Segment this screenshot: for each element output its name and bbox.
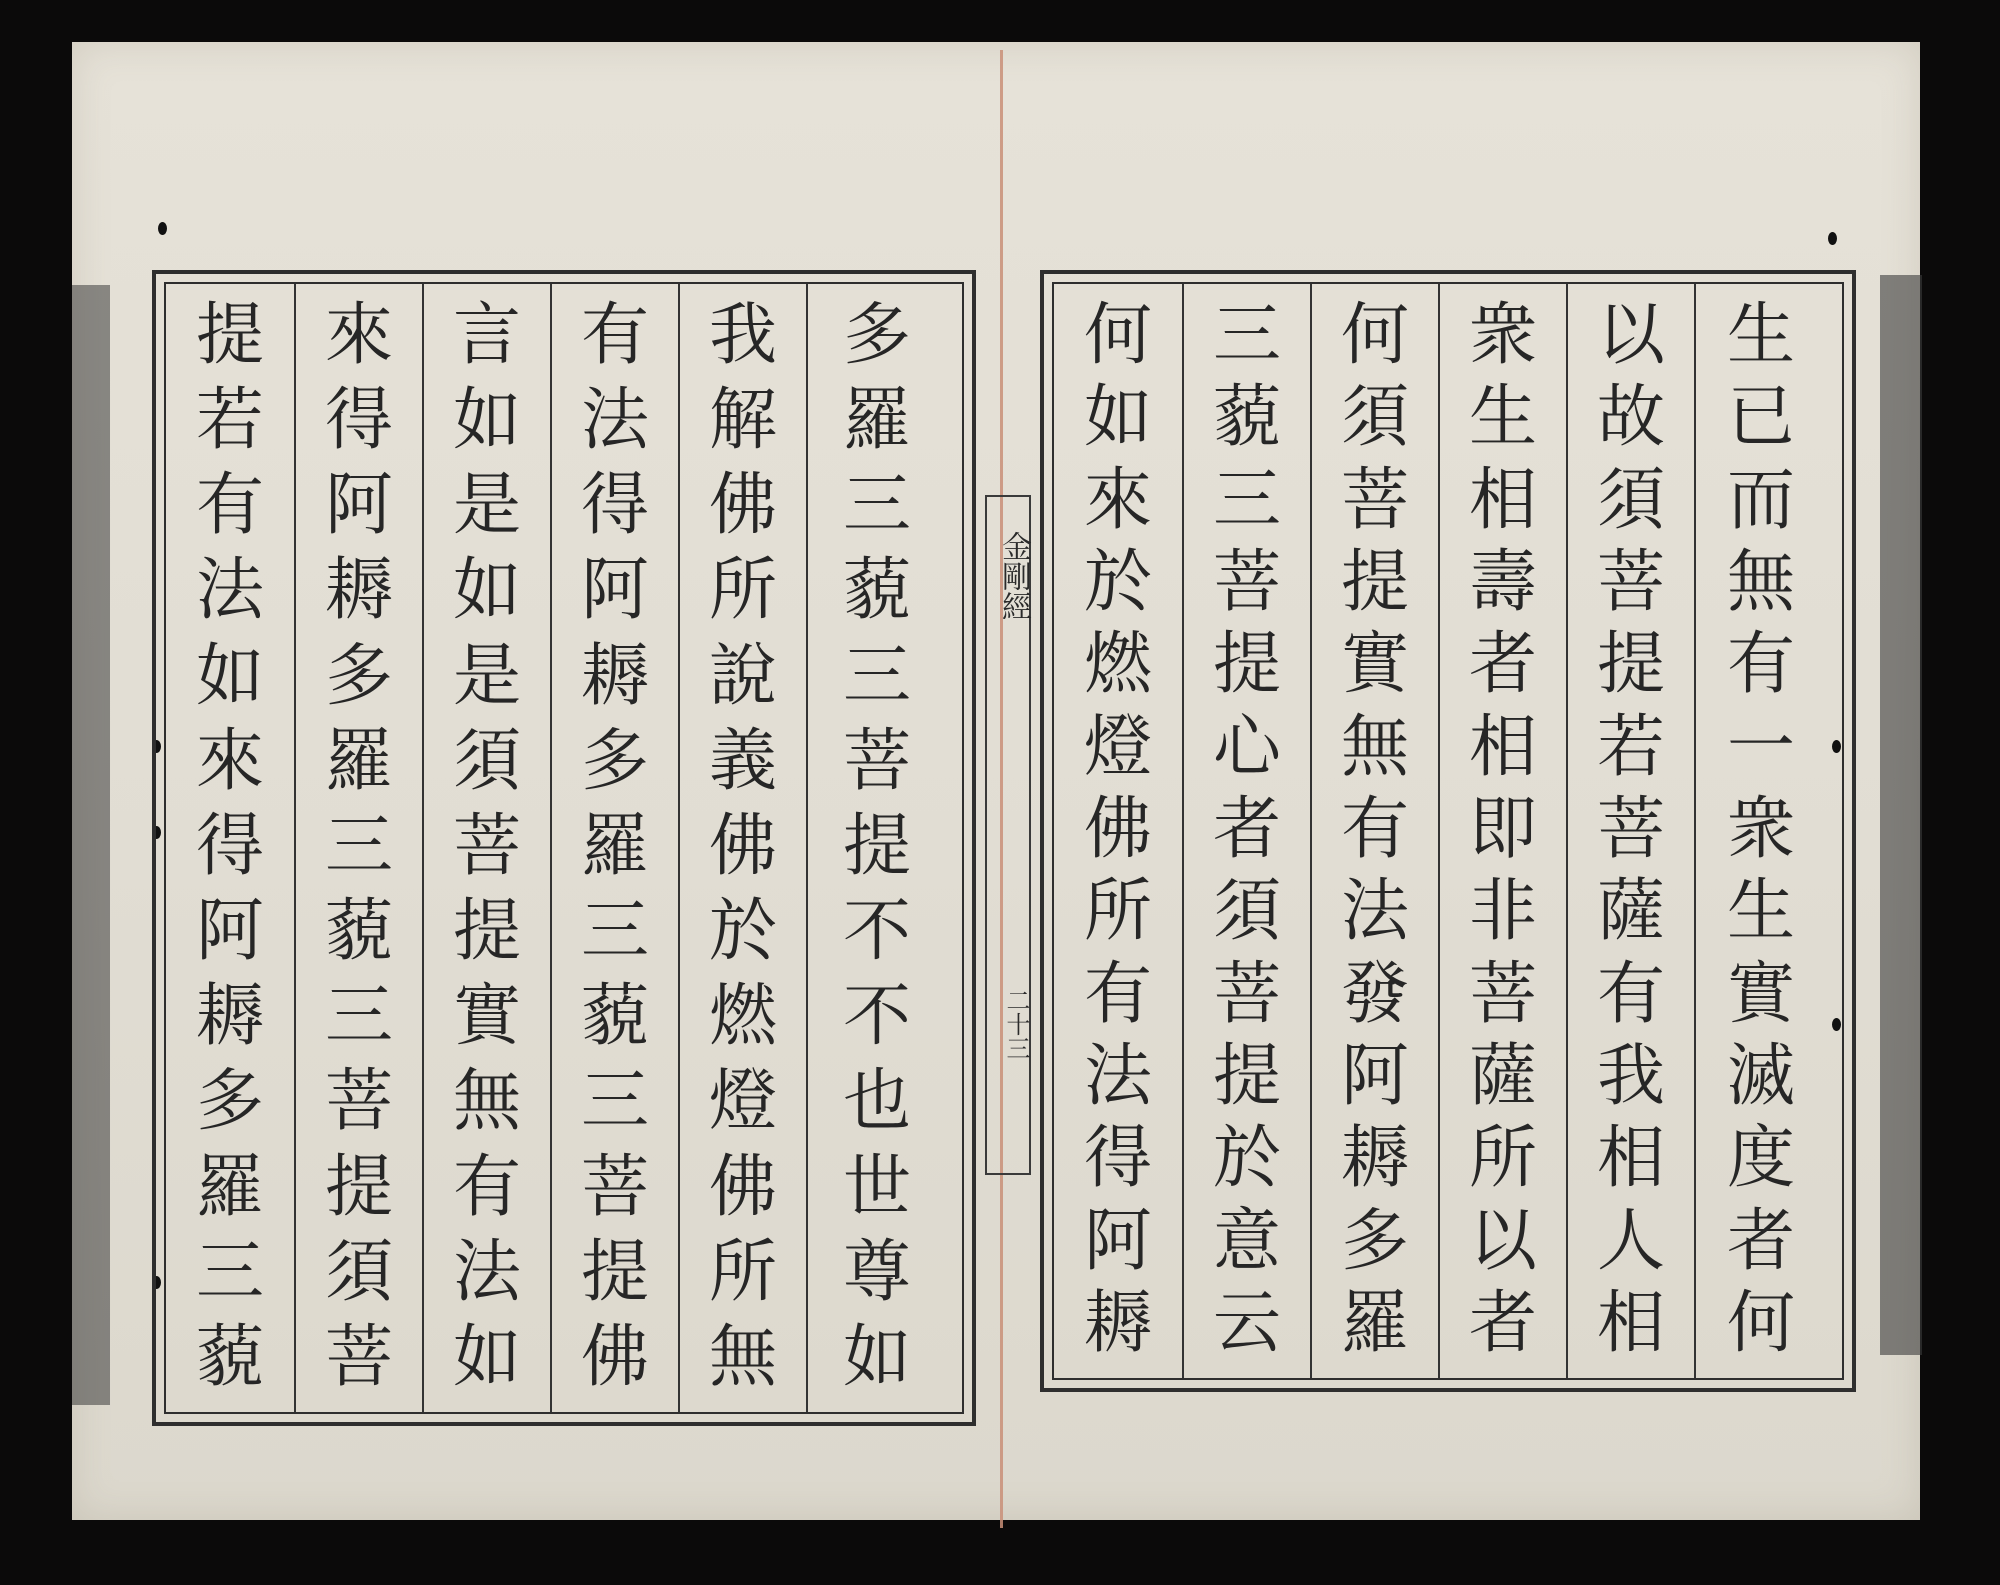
text-character: 三 [324, 806, 393, 886]
text-character: 尊 [842, 1232, 911, 1312]
text-character: 得 [195, 806, 264, 886]
text-character: 已 [1726, 378, 1795, 458]
text-character: 佛 [708, 466, 777, 546]
text-column [294, 284, 422, 1412]
binding-hole [1828, 232, 1837, 245]
text-character: 燈 [708, 1062, 777, 1142]
text-character: 藐 [324, 892, 393, 972]
text-character: 如 [452, 1317, 521, 1397]
text-character: 多 [195, 1062, 264, 1142]
page-number: 二十三 [1002, 988, 1030, 1060]
text-character: 意 [1212, 1201, 1281, 1281]
text-character: 如 [452, 381, 521, 461]
text-character: 三 [842, 636, 911, 716]
text-character: 如 [1083, 378, 1152, 458]
text-character: 阿 [580, 551, 649, 631]
text-character: 無 [1340, 707, 1409, 787]
text-character: 多 [1340, 1201, 1409, 1281]
text-character: 得 [1083, 1119, 1152, 1199]
text-character: 衆 [1468, 296, 1537, 375]
text-character: 燈 [1083, 707, 1152, 787]
text-character: 不 [842, 892, 911, 972]
text-character: 以 [1596, 296, 1665, 375]
text-character: 羅 [195, 1147, 264, 1227]
text-character: 相 [1468, 707, 1537, 787]
text-character: 耨 [1083, 1283, 1152, 1363]
text-column [1438, 284, 1566, 1378]
text-character: 生 [1726, 296, 1795, 375]
text-column [1694, 284, 1826, 1378]
text-character: 菩 [1340, 460, 1409, 540]
text-character: 三 [580, 892, 649, 972]
text-character: 若 [195, 381, 264, 461]
text-character: 實 [1726, 954, 1795, 1034]
text-character: 耨 [324, 551, 393, 631]
text-character: 於 [708, 892, 777, 972]
text-column [1310, 284, 1438, 1378]
text-character: 多 [580, 721, 649, 801]
text-character: 世 [842, 1147, 911, 1227]
text-character: 一 [1726, 707, 1795, 787]
text-character: 是 [452, 636, 521, 716]
text-character: 法 [195, 551, 264, 631]
text-character: 佛 [708, 1147, 777, 1227]
text-character: 者 [1212, 789, 1281, 869]
text-character: 三 [324, 977, 393, 1057]
text-character: 而 [1726, 460, 1795, 540]
text-character: 何 [1726, 1283, 1795, 1363]
text-character: 法 [580, 381, 649, 461]
text-character: 提 [452, 892, 521, 972]
text-character: 羅 [324, 721, 393, 801]
text-character: 藐 [842, 551, 911, 631]
text-character: 何 [1083, 296, 1152, 375]
text-character: 滅 [1726, 1036, 1795, 1116]
text-character: 壽 [1468, 542, 1537, 622]
text-character: 薩 [1596, 872, 1665, 952]
text-character: 非 [1468, 872, 1537, 952]
text-character: 提 [842, 806, 911, 886]
text-character: 者 [1468, 625, 1537, 705]
text-character: 說 [708, 636, 777, 716]
text-character: 者 [1726, 1201, 1795, 1281]
text-character: 阿 [195, 892, 264, 972]
text-character: 佛 [580, 1317, 649, 1397]
text-character: 菩 [1212, 542, 1281, 622]
text-character: 如 [195, 636, 264, 716]
text-character: 藐 [580, 977, 649, 1057]
text-character: 得 [580, 466, 649, 546]
text-character: 所 [1083, 872, 1152, 952]
text-character: 羅 [580, 806, 649, 886]
text-column [422, 284, 550, 1412]
text-character: 無 [1726, 542, 1795, 622]
fold-title-box [985, 495, 1031, 1175]
text-character: 提 [1340, 542, 1409, 622]
text-character: 所 [708, 1232, 777, 1312]
text-character: 三 [1212, 296, 1281, 375]
text-character: 耨 [1340, 1119, 1409, 1199]
sutra-title: 金剛經 [996, 531, 1031, 621]
text-character: 有 [1596, 954, 1665, 1034]
text-character: 三 [195, 1232, 264, 1312]
text-character: 義 [708, 721, 777, 801]
text-character: 有 [580, 296, 649, 375]
text-character: 度 [1726, 1119, 1795, 1199]
text-column [678, 284, 806, 1412]
text-character: 無 [452, 1062, 521, 1142]
text-character: 藐 [195, 1317, 264, 1397]
text-column [1566, 284, 1694, 1378]
text-character: 言 [452, 296, 521, 375]
text-character: 羅 [1340, 1283, 1409, 1363]
text-character: 須 [1212, 872, 1281, 952]
text-character: 心 [1212, 707, 1281, 787]
text-character: 來 [195, 721, 264, 801]
text-character: 佛 [708, 806, 777, 886]
text-character: 相 [1468, 460, 1537, 540]
left-page-text-block [164, 282, 964, 1414]
right-page-text-block [1052, 282, 1844, 1380]
text-character: 法 [1340, 872, 1409, 952]
text-character: 提 [1212, 1036, 1281, 1116]
text-character: 以 [1468, 1201, 1537, 1281]
text-character: 菩 [1596, 542, 1665, 622]
text-character: 法 [1083, 1036, 1152, 1116]
text-character: 相 [1596, 1283, 1665, 1363]
text-character: 羅 [842, 381, 911, 461]
text-character: 故 [1596, 378, 1665, 458]
text-character: 如 [842, 1317, 911, 1397]
text-character: 云 [1212, 1283, 1281, 1363]
text-column [1182, 284, 1310, 1378]
text-character: 生 [1468, 378, 1537, 458]
text-character: 菩 [324, 1062, 393, 1142]
text-character: 得 [324, 381, 393, 461]
text-character: 發 [1340, 954, 1409, 1034]
text-character: 菩 [452, 806, 521, 886]
left-edge-ink-smudge [72, 285, 110, 1405]
text-character: 有 [452, 1147, 521, 1227]
text-column [550, 284, 678, 1412]
text-character: 是 [452, 466, 521, 546]
text-character: 菩 [1596, 789, 1665, 869]
text-character: 提 [324, 1147, 393, 1227]
text-column [1054, 284, 1182, 1378]
text-character: 實 [1340, 625, 1409, 705]
text-character: 阿 [1340, 1036, 1409, 1116]
text-character: 菩 [1212, 954, 1281, 1034]
text-character: 菩 [324, 1317, 393, 1397]
text-character: 菩 [842, 721, 911, 801]
text-character: 者 [1468, 1283, 1537, 1363]
text-character: 不 [842, 977, 911, 1057]
text-character: 耨 [195, 977, 264, 1057]
text-character: 阿 [1083, 1201, 1152, 1281]
text-character: 三 [842, 466, 911, 546]
text-character: 來 [1083, 460, 1152, 540]
text-character: 無 [708, 1317, 777, 1397]
text-character: 人 [1596, 1201, 1665, 1281]
text-character: 有 [1340, 789, 1409, 869]
text-character: 藐 [1212, 378, 1281, 458]
text-character: 何 [1340, 296, 1409, 375]
text-character: 提 [580, 1232, 649, 1312]
text-character: 須 [1340, 378, 1409, 458]
text-character: 燃 [708, 977, 777, 1057]
text-character: 菩 [580, 1147, 649, 1227]
text-character: 多 [324, 636, 393, 716]
text-character: 解 [708, 381, 777, 461]
text-character: 須 [1596, 460, 1665, 540]
right-edge-ink-smudge [1880, 275, 1922, 1355]
text-character: 生 [1726, 872, 1795, 952]
text-character: 提 [195, 296, 264, 375]
text-character: 須 [324, 1232, 393, 1312]
text-character: 相 [1596, 1119, 1665, 1199]
text-character: 提 [1212, 625, 1281, 705]
text-character: 佛 [1083, 789, 1152, 869]
text-character: 我 [708, 296, 777, 375]
text-character: 來 [324, 296, 393, 375]
text-character: 也 [842, 1062, 911, 1142]
text-character: 有 [1083, 954, 1152, 1034]
text-character: 多 [842, 296, 911, 375]
text-character: 阿 [324, 466, 393, 546]
text-column [166, 284, 294, 1412]
left-page-frame [152, 270, 976, 1426]
text-character: 衆 [1726, 789, 1795, 869]
text-character: 於 [1083, 542, 1152, 622]
text-character: 三 [580, 1062, 649, 1142]
binding-hole [158, 222, 167, 235]
right-page-frame [1040, 270, 1856, 1392]
text-character: 即 [1468, 789, 1537, 869]
text-column [806, 284, 946, 1412]
text-character: 所 [1468, 1119, 1537, 1199]
text-character: 薩 [1468, 1036, 1537, 1116]
text-character: 於 [1212, 1119, 1281, 1199]
text-character: 如 [452, 551, 521, 631]
text-character: 所 [708, 551, 777, 631]
text-character: 若 [1596, 707, 1665, 787]
text-character: 提 [1596, 625, 1665, 705]
text-character: 我 [1596, 1036, 1665, 1116]
text-character: 耨 [580, 636, 649, 716]
text-character: 燃 [1083, 625, 1152, 705]
text-character: 須 [452, 721, 521, 801]
text-character: 有 [1726, 625, 1795, 705]
text-character: 菩 [1468, 954, 1537, 1034]
text-character: 實 [452, 977, 521, 1057]
text-character: 三 [1212, 460, 1281, 540]
text-character: 有 [195, 466, 264, 546]
text-character: 法 [452, 1232, 521, 1312]
